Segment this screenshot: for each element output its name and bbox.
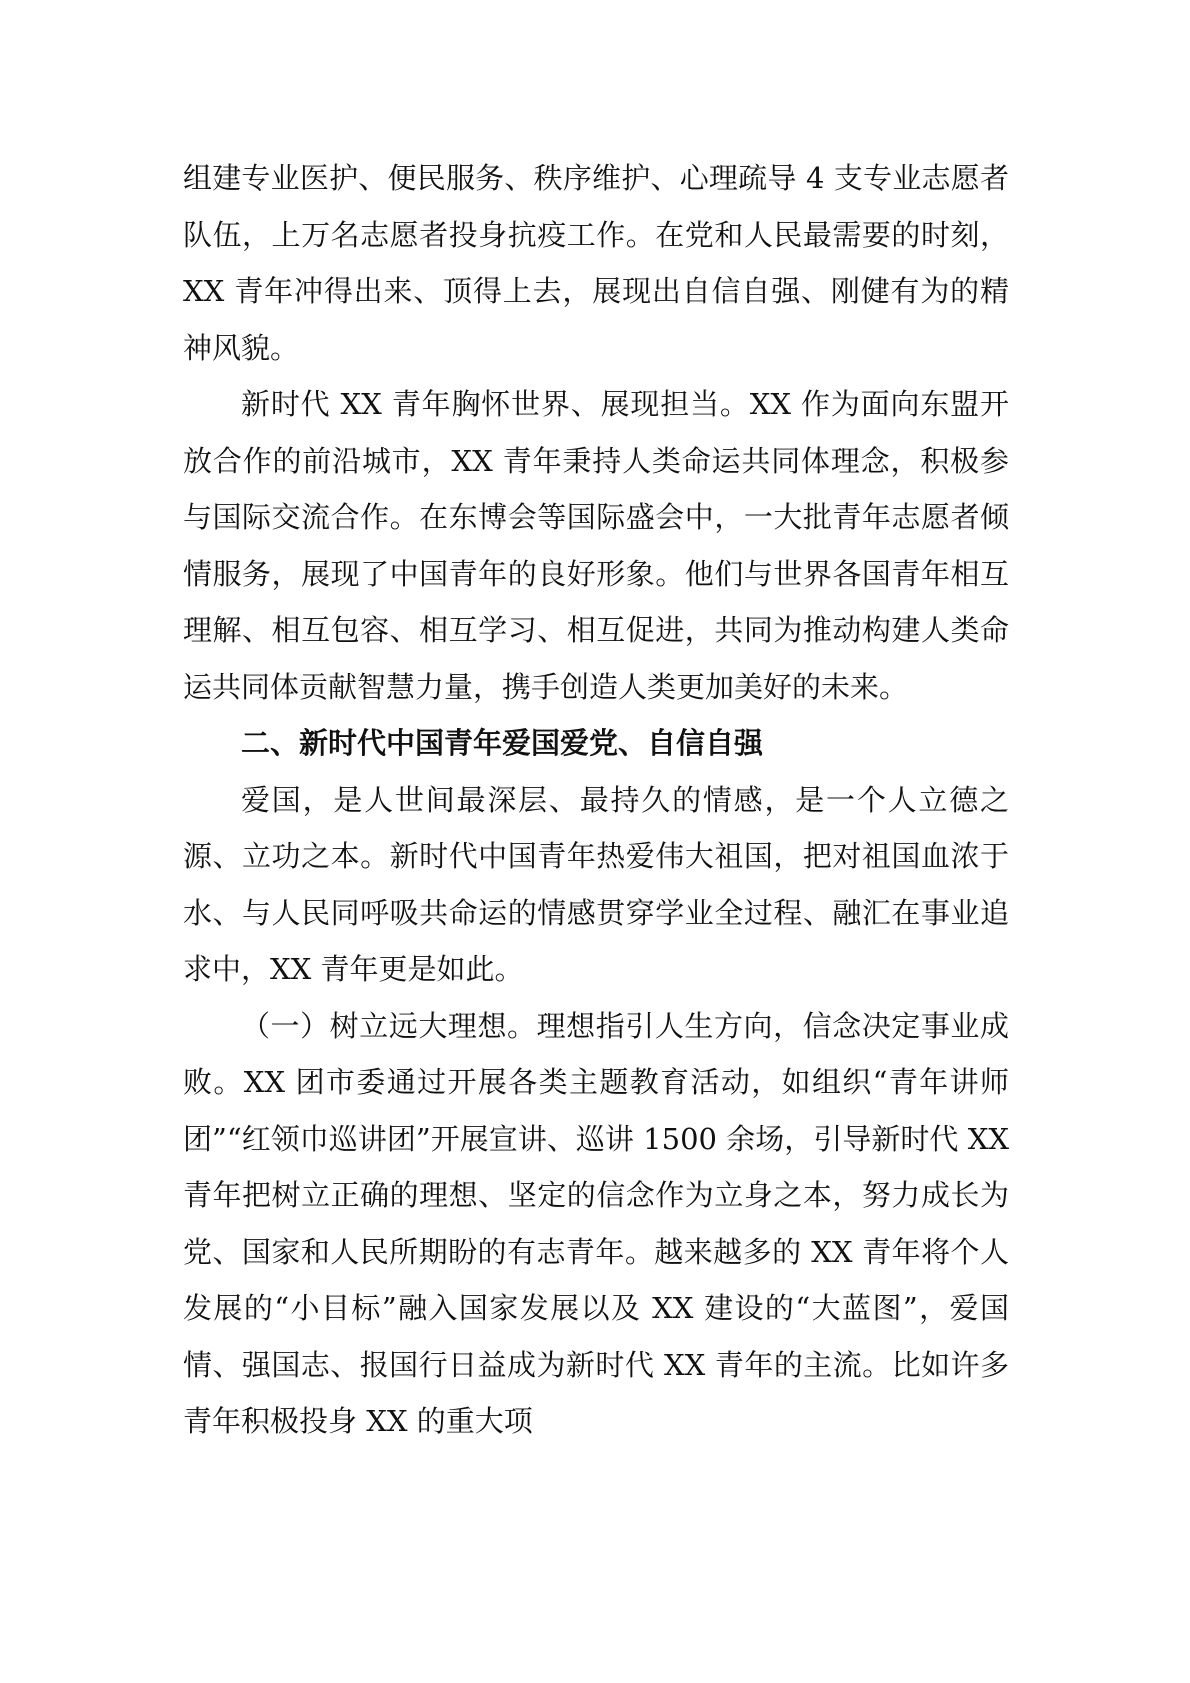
paragraph-youth-global: 新时代 XX 青年胸怀世界、展现担当。XX 作为面向东盟开放合作的前沿城市，XX 青年秉持人类命运共同体理念，积极参与国际交流合作。在东博会等国际盛会中，一大批青年志愿者倾情服务，展现了中国青年的良好形象。他们与世界各国青年相互理解、相互包容、相互学习、相互促进，共同为推动构建人类命运共同体贡献智慧力量，携手创造人类更加美好的未来。 xyxy=(183,387,1009,704)
document-body xyxy=(183,150,1009,1450)
paragraph-continuation: 组建专业医护、便民服务、秩序维护、心理疏导 4 支专业志愿者队伍，上万名志愿者投身抗疫工作。在党和人民最需要的时刻，XX 青年冲得出来、顶得上去，展现出自信自强、刚健有为的精神风貌。 xyxy=(183,161,1009,365)
section-heading: 二、新时代中国青年爱国爱党、自信自强 xyxy=(241,726,764,760)
paragraph-patriotism: 爱国，是人世间最深层、最持久的情感，是一个人立德之源、立功之本。新时代中国青年热爱伟大祖国，把对祖国血浓于水、与人民同呼吸共命运的情感贯穿学业全过程、融汇在事业追求中，XX 青年更是如此。 xyxy=(183,782,1009,986)
paragraph-ideals: （一）树立远大理想。理想指引人生方向，信念决定事业成败。XX 团市委通过开展各类主题教育活动，如组织“青年讲师团”“红领巾巡讲团”开展宣讲、巡讲 1500 余场，引导新时代 XX 青年把树立正确的理想、坚定的信念作为立身之本，努力成长为党、国家和人民所期盼的有志青年。越来越多的 XX 青年将个人发展的“小目标”融入国家发展以及 XX 建设的“大蓝图”，爱国情、强国志、报国行日益成为新时代 XX 青年的主流。比如许多青年积极投身 XX 的重大项 xyxy=(183,1008,1009,1438)
